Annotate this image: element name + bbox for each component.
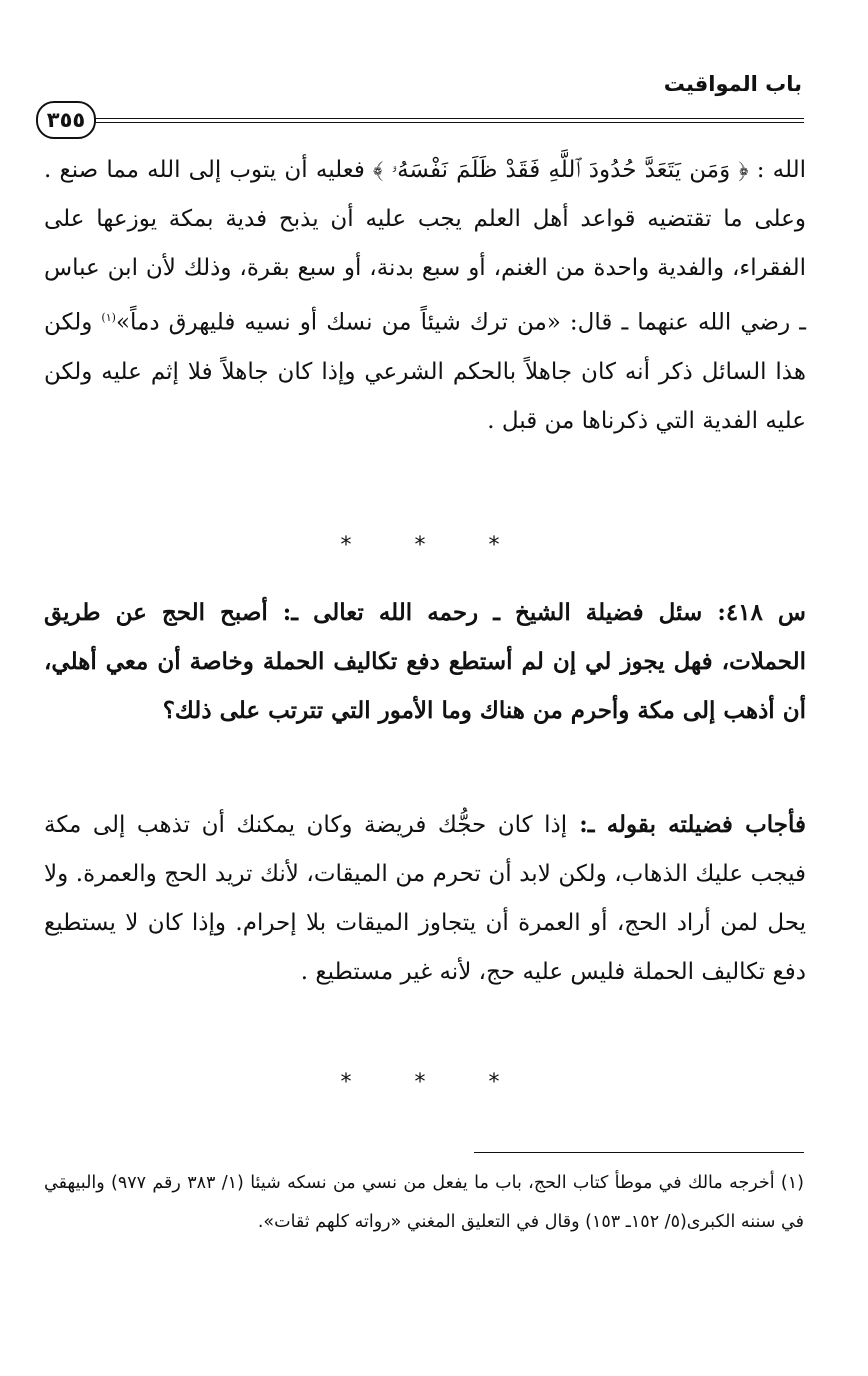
separator-stars: * * * bbox=[340, 533, 528, 558]
question-paragraph bbox=[44, 588, 806, 735]
quran-verse: ﴿ وَمَن يَتَعَدَّ حُدُودَ ٱللَّهِ فَقَدْ ظَلَمَ نَفْسَهُۥ ﴾ bbox=[373, 157, 749, 183]
footnote-reference[interactable]: (١) bbox=[101, 311, 116, 324]
question-text: سئل فضيلة الشيخ ـ رحمه الله تعالى ـ: أصبح الحج عن طريق الحملات، فهل يجوز لي إن لم أستطع دفع تكاليف الحملة وخاصة أن معي أهلي، أن أذهب إلى مكة وأحرم من هناك وما الأمور التي تترتب على ذلك؟ bbox=[44, 599, 806, 724]
paragraph-text-a: فعليه أن يتوب إلى الله مما صنع . وعلى ما تقتضيه قواعد أهل العلم يجب عليه أن يذبح فدية بمكة يوزعها على الفقراء، والفدية واحدة من الغنم، أو سبع بدنة، أو سبع بقرة، وذلك لأن ابن عباس ـ رضي الله عنهما ـ قال: «من ترك شيئاً من نسك أو نسيه فليهرق دماً» bbox=[44, 157, 806, 336]
answer-text: إذا كان حجُّك فريضة وكان يمكنك أن تذهب إلى مكة فيجب عليك الذهاب، ولكن لابد أن تحرم من الميقات، لأنك تريد الحج والعمرة. ولا يحل لمن أراد الحج، أو العمرة أن يتجاوز الميقات بلا إحرام. وإذا كان لا يستطيع دفع تكاليف الحملة فليس عليه حج، لأنه غير مستطيع . bbox=[44, 812, 806, 985]
separator-stars: * * * bbox=[340, 1070, 528, 1095]
answer-lead: فأجاب فضيلته بقوله ـ: bbox=[567, 811, 806, 838]
paragraph-1 bbox=[44, 146, 806, 446]
page-number: ٣٥٥ bbox=[36, 101, 96, 139]
answer-paragraph bbox=[44, 800, 806, 997]
header-rule bbox=[86, 118, 804, 123]
question-number: س ٤١٨: bbox=[702, 599, 807, 626]
paragraph-text-b: ولكن هذا السائل ذكر أنه كان جاهلاً بالحكم الشرعي وإذا كان جاهلاً فلا إثم عليه ولكن عليه الفدية التي ذكرناها من قبل . bbox=[44, 309, 806, 434]
footnote: (١) أخرجه مالك في موطأ كتاب الحج، باب ما يفعل من نسي من نسكه شيئا (١/ ٣٨٣ رقم ٩٧٧) والبيهقي في سننه الكبرى(٥/ ١٥٢ـ ١٥٣) وقال في التعليق المغني «رواته كلهم ثقات». bbox=[44, 1173, 804, 1232]
paragraph-lead: الله : bbox=[748, 157, 806, 183]
footnote-rule bbox=[474, 1152, 804, 1153]
chapter-title: باب المواقيت bbox=[663, 72, 802, 96]
